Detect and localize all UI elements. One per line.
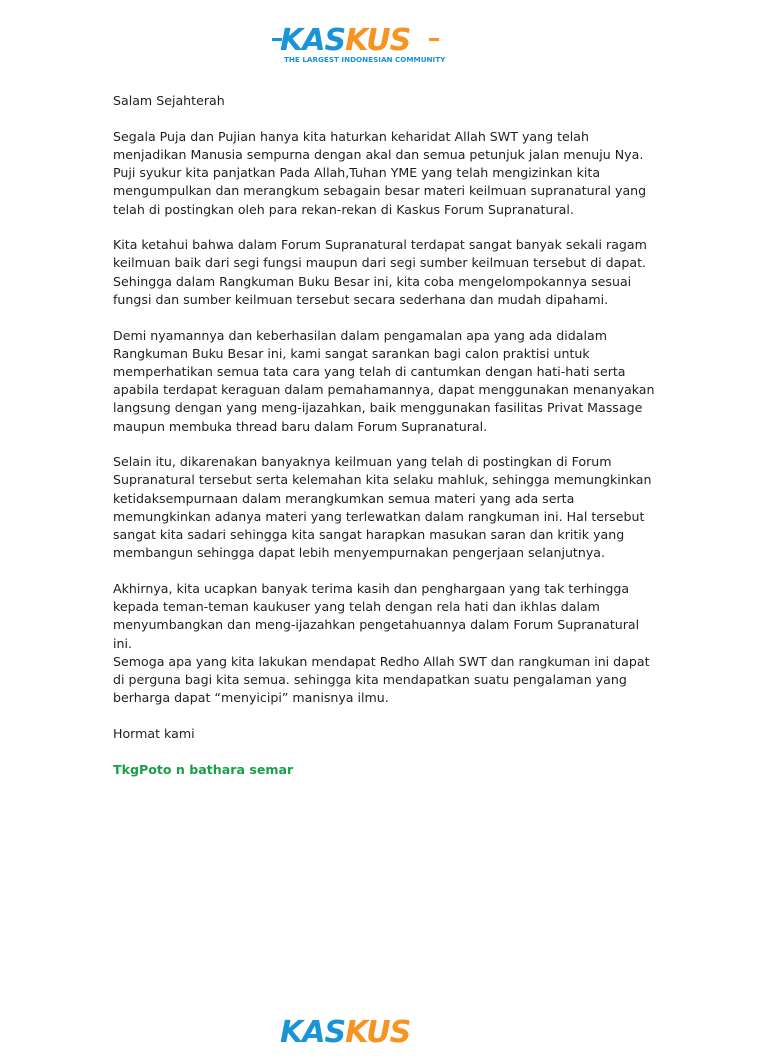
- logo-tagline: THE LARGEST INDONESIAN COMMUNITY: [284, 55, 446, 64]
- letter-greeting: Salam Sejahterah: [113, 93, 225, 108]
- logo-right-dash: [429, 38, 439, 41]
- letter-paragraph-4: Selain itu, dikarenakan banyaknya keilmuan yang telah di postingkan di Forum Supranatural tersebut serta kelemahan kita selaku mahluk, sehingga memungkinkan ketidaksempurnaan dalam merangkumkan semua materi yang ada serta memungkinkan adanya materi yang terlewatkan dalam rangkuman ini. Hal tersebut sangat kita sadari sehingga kita sangat harapkan masukan saran dan kritik yang membangun sehingga dapat lebih menyempurnakan pengerjaan selanjutnya.: [113, 454, 652, 561]
- logo-wordmark-next-page: KASKUS: [280, 1015, 411, 1050]
- letter-paragraph-1: Segala Puja dan Pujian hanya kita haturkan keharidat Allah SWT yang telah menjadikan Manusia sempurna dengan akal dan semua petunjuk jalan menuju Nya. Puji syukur kita panjatkan Pada Allah,Tuhan YME yang telah mengizinkan kita mengumpulkan dan merangkum sebagain besar materi keilmuan supranatural yang telah di postingkan oleh para rekan-rekan di Kaskus Forum Supranatural.: [113, 128, 647, 217]
- logo-wordmark: KASKUS: [280, 23, 411, 58]
- letter-closing: Hormat kami: [113, 725, 195, 741]
- letter-paragraph-5: Akhirnya, kita ucapkan banyak terima kasih dan penghargaan yang tak terhingga kepada teman-teman kaukuser yang telah dengan rela hati dan ikhlas dalam menyumbangkan dan meng-ijazahkan pengetahuannya dalam Forum Supranatural ini. Semoga apa yang kita lakukan mendapat Redho Allah SWT dan rangkuman ini dapat di perguna bagi kita semua. sehingga kita mendapatkan suatu pengalaman yang berharga dapat “menyicipi” manisnya ilmu.: [113, 580, 650, 706]
- kaskus-logo-next-page-graphic: [272, 1014, 442, 1058]
- kaskus-logo-next-page: [272, 1014, 442, 1050]
- letter-signature: TkgPoto n bathara semar: [113, 761, 294, 777]
- kaskus-logo: [272, 22, 446, 66]
- kaskus-logo-graphic: [272, 22, 446, 66]
- letter-paragraph-2: Kita ketahui bahwa dalam Forum Supranatural terdapat sangat banyak sekali ragam keilmuan baik dari segi fungsi maupun dari segi sumber keilmuan tersebut di dapat. Sehingga dalam Rangkuman Buku Besar ini, kita coba mengelompokannya sesuai fungsi dan sumber keilmuan tersebut secara sederhana dan mudah dipahami.: [113, 237, 647, 307]
- letter-paragraph-3: Demi nyamannya dan keberhasilan dalam pengamalan apa yang ada didalam Rangkuman Buku Besar ini, kami sangat sarankan bagi calon praktisi untuk memperhatikan semua tata cara yang telah di cantumkan dengan hati-hati serta apabila terdapat keraguan dalam pemahamannya, dapat menggunakan menanyakan langsung dengan yang meng-ijazahkan, baik menggunakan fasilitas Privat Massage maupun membuka thread baru dalam Forum Supranatural.: [113, 327, 655, 434]
- letter-body: [113, 92, 661, 796]
